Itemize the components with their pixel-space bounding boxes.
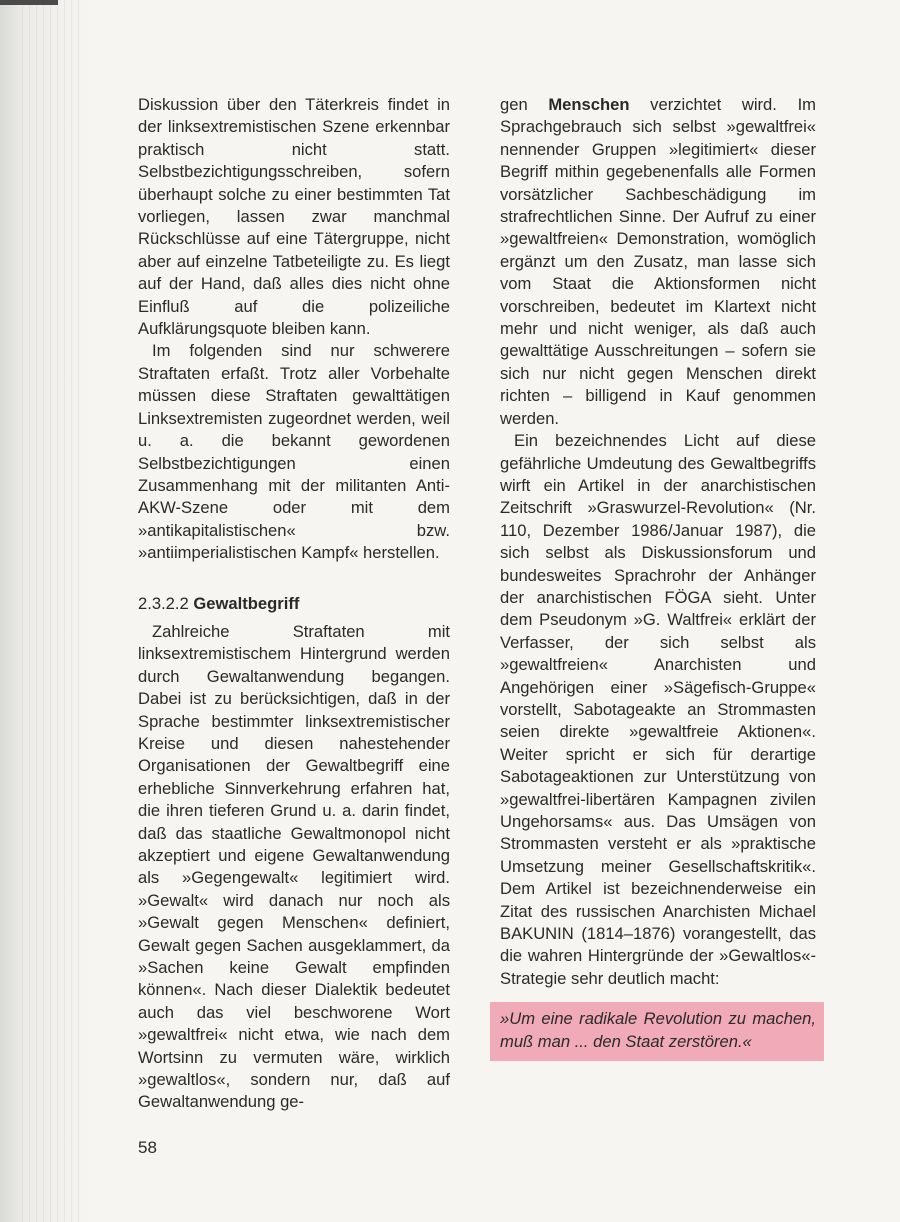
section-heading-title: Gewaltbegriff xyxy=(193,593,300,613)
right-column xyxy=(500,94,816,1061)
corner-mark xyxy=(0,0,58,5)
highlighted-quote: »Um eine radikale Revolution zu machen, muß man ... den Staat zerstören.« xyxy=(490,1002,824,1061)
right-paragraph-1-start: gen xyxy=(500,95,549,114)
left-paragraph-3: Zahlreiche Straftaten mit linksextremistischem Hintergrund werden durch Gewaltanwendung begangen. Dabei ist zu berücksichtigen, daß in der Sprache bestimmter linksextremistischer Kreise und diesen nahestehender Organisationen der Gewaltbegriff eine erhebliche Sinnverkehrung erfahren hat, die ihren tieferen Grund u. a. darin findet, daß das staatliche Gewaltmonopol nicht akzeptiert und eigene Gewaltanwendung als »Gegengewalt« legitimiert wird. »Gewalt« wird danach nur noch als »Gewalt gegen Menschen« definiert, Gewalt gegen Sachen ausgeklammert, da »Sachen keine Gewalt empfinden können«. Nach dieser Dialektik bedeutet auch das viel beschworene Wort »gewaltfrei« nicht etwa, wie nach dem Wortsinn zu vermuten wäre, wirklich »gewaltlos«, sondern nur, daß auf Gewaltanwendung ge- xyxy=(138,621,450,1112)
left-paragraph-1: Diskussion über den Täterkreis findet in der linksextremistischen Szene erkennbar praktisch nicht statt. Selbstbezichtigungsschreiben, sofern überhaupt solche zu einer bestimmten Tat vorliegen, lassen zwar manchmal Rückschlüsse auf eine Tätergruppe, nicht aber auf einzelne Tatbeteiligte zu. Es liegt auf der Hand, daß alles dies nicht ohne Einfluß auf die polizeiliche Aufklärungsquote bleiben kann. xyxy=(138,95,450,339)
right-paragraph-1-rest: verzichtet wird. Im Sprachgebrauch sich selbst »gewaltfrei« nennender Gruppen »legitimiert« dieser Begriff mithin gegebenenfalls alle Formen vorsätzlicher Sachbeschädigung im strafrechtlichen Sinne. Der Aufruf zu einer »gewaltfreien« Demonstration, womöglich ergänzt um den Zusatz, man lasse sich vom Staat die Aktionsformen nicht vorschreiben, bedeutet im Klartext nicht mehr und nicht weniger, als daß auch gewalttätige Ausschreitungen – sofern sie sich nur nicht gegen Menschen direkt richten – billigend in Kauf genommen werden. xyxy=(500,95,816,428)
left-column xyxy=(138,94,450,1114)
right-paragraph-2: Ein bezeichnendes Licht auf diese gefährliche Umdeutung des Gewaltbegriffs wirft ein Artikel in der anarchistischen Zeitschrift »Graswurzel-Revolution« (Nr. 110, Dezember 1986/Januar 1987), die sich selbst als Diskussionsforum und bundesweites Sprachrohr der Anhänger der anarchistischen FÖGA sieht. Unter dem Pseudonym »G. Waltfrei« erklärt der Verfasser, der sich selbst als »gewaltfreien« Anarchisten und Angehörigen einer »Sägefisch-Gruppe« vorstellt, Sabotageakte an Strommasten seien direkte »gewaltfreie Aktionen«. Weiter spricht er sich für derartige Sabotageaktionen zur Unterstützung von »gewaltfrei-libertären Kampagnen zivilen Ungehorsams« aus. Das Umsägen von Strommasten versteht er als »praktische Umsetzung meiner Gesellschaftskritik«. Dem Artikel ist bezeichnenderweise ein Zitat des russischen Anarchisten Michael BAKUNIN (1814–1876) vorangestellt, das die wahren Hintergründe der »Gewaltlos«-Strategie sehr deutlich macht: xyxy=(500,431,816,988)
right-paragraph-1 xyxy=(500,94,816,430)
page-number: 58 xyxy=(138,1138,157,1157)
left-paragraph-2: Im folgenden sind nur schwerere Straftaten erfaßt. Trotz aller Vorbehalte müssen diese Straftaten gewalttätigen Linksextremisten zugeordnet werden, weil u. a. die bekannt gewordenen Selbstbezichtigungen einen Zusammenhang mit der militanten Anti-AKW-Szene oder mit dem »antikapitalistischen« bzw. »antiimperialistischen Kampf« herstellen. xyxy=(138,341,450,563)
section-heading xyxy=(138,593,450,615)
emphasized-word: Menschen xyxy=(548,95,630,114)
section-heading-number: 2.3.2.2 xyxy=(138,593,189,613)
binding-lines xyxy=(22,0,82,1222)
